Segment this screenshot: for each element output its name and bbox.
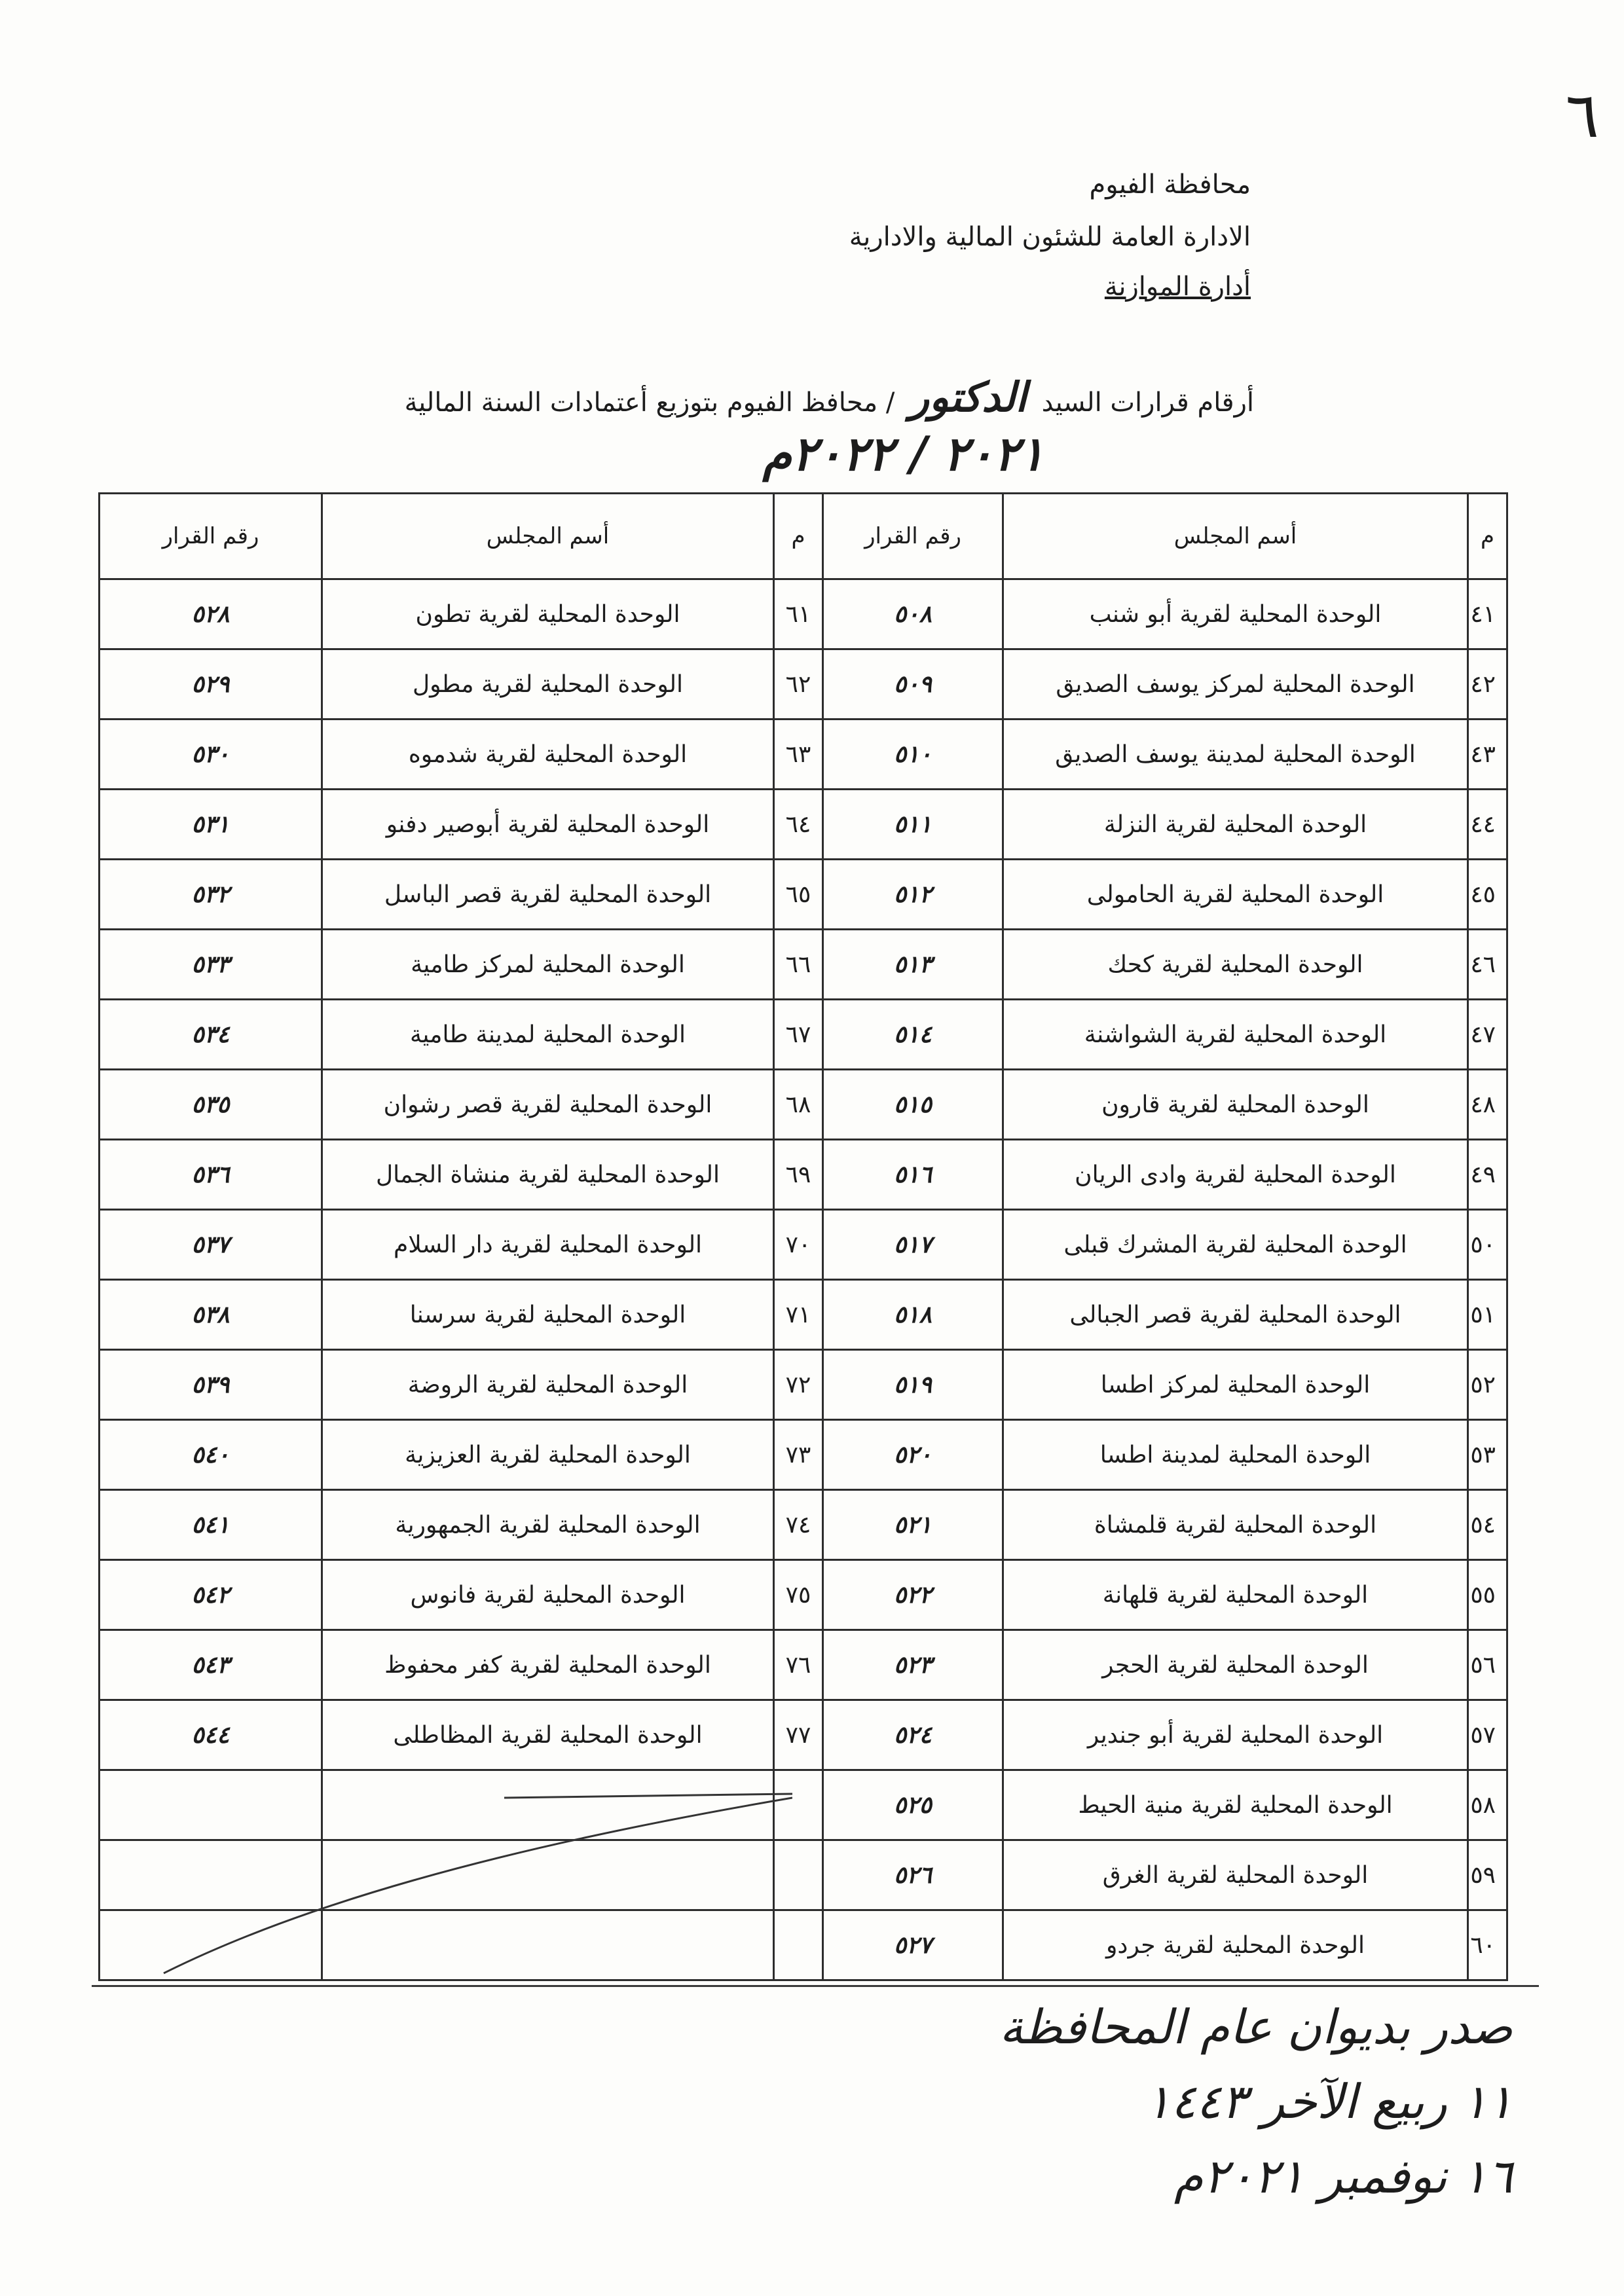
decision-number: ٥١٧ <box>823 1210 1003 1280</box>
header-council: أسم المجلس <box>1003 494 1468 579</box>
decision-number: ٥٢٠ <box>823 1420 1003 1490</box>
row-num: ٥٢ <box>1468 1350 1507 1420</box>
table-row <box>100 1420 1507 1490</box>
decision-number: ٥٣١ <box>100 790 322 860</box>
table-header-row <box>100 494 1507 579</box>
decision-number: ٥٣٧ <box>100 1210 322 1280</box>
decision-number: ٥١٢ <box>823 860 1003 930</box>
council-name: الوحدة المحلية لمدينة اطسا <box>1003 1420 1468 1490</box>
row-num: ٤١ <box>1468 579 1507 649</box>
council-name: الوحدة المحلية لقرية المظاطلى <box>322 1700 774 1770</box>
decision-number: ٥١٥ <box>823 1070 1003 1140</box>
table-row <box>100 860 1507 930</box>
decision-number: ٥٢٨ <box>100 579 322 649</box>
table-row <box>100 649 1507 720</box>
table-row <box>100 1280 1507 1350</box>
row-num: ٥٥ <box>1468 1560 1507 1630</box>
decisions-table <box>98 492 1508 1981</box>
decision-number: ٥٣٠ <box>100 720 322 790</box>
footer-gregorian-date: ١٦ نوفمبر ٢٠٢١م <box>1173 2148 1513 2204</box>
council-name: الوحدة المحلية لقرية قلمشاة <box>1003 1490 1468 1560</box>
section-name: أدارة الموازنة <box>1104 272 1251 302</box>
handwritten-footer <box>999 1990 1513 2214</box>
council-name: الوحدة المحلية لقرية كفر محفوظ <box>322 1630 774 1700</box>
council-name: الوحدة المحلية لقرية كحك <box>1003 930 1468 1000</box>
row-num: ٥٦ <box>1468 1630 1507 1700</box>
council-name: الوحدة المحلية لقرية العزيزية <box>322 1420 774 1490</box>
decision-number: ٥٢٩ <box>100 649 322 720</box>
title-prefix: أرقام قرارات السيد <box>1041 388 1254 418</box>
council-name: الوحدة المحلية لقرية أبو جندير <box>1003 1700 1468 1770</box>
council-name: الوحدة المحلية لقرية جردو <box>1003 1910 1468 1980</box>
decision-number: ٥٢٧ <box>823 1910 1003 1980</box>
council-name: الوحدة المحلية لقرية قارون <box>1003 1070 1468 1140</box>
council-name: الوحدة المحلية لقرية الحجر <box>1003 1630 1468 1700</box>
decision-number: ٥٢١ <box>823 1490 1003 1560</box>
table-row <box>100 1070 1507 1140</box>
row-num: ٧١ <box>774 1280 823 1350</box>
decision-number: ٥٣٢ <box>100 860 322 930</box>
council-name: الوحدة المحلية لقرية قصر الباسل <box>322 860 774 930</box>
council-name: الوحدة المحلية لقرية قلهانة <box>1003 1560 1468 1630</box>
decision-number: ٥٢٦ <box>823 1840 1003 1910</box>
row-num: ٤٢ <box>1468 649 1507 720</box>
header-decision: رقم القرار <box>100 494 322 579</box>
table-row <box>100 1210 1507 1280</box>
row-num: ٤٤ <box>1468 790 1507 860</box>
row-num: ٥٠ <box>1468 1210 1507 1280</box>
header-decision: رقم القرار <box>823 494 1003 579</box>
decision-number: ٥٣٨ <box>100 1280 322 1350</box>
row-num: ٧٧ <box>774 1700 823 1770</box>
council-name: الوحدة المحلية لقرية الروضة <box>322 1350 774 1420</box>
row-num: ٧٦ <box>774 1630 823 1700</box>
row-num: ٤٥ <box>1468 860 1507 930</box>
council-name: الوحدة المحلية لقرية سرسنا <box>322 1280 774 1350</box>
row-num: ٥٤ <box>1468 1490 1507 1560</box>
council-name: الوحدة المحلية لقرية دار السلام <box>322 1210 774 1280</box>
decision-number: ٥١١ <box>823 790 1003 860</box>
decision-number: ٥١٩ <box>823 1350 1003 1420</box>
decision-number: ٥١٨ <box>823 1280 1003 1350</box>
fiscal-year: ٢٠٢١ / ٢٠٢٢م <box>762 426 1044 481</box>
table-row <box>100 930 1507 1000</box>
row-num: ٦٧ <box>774 1000 823 1070</box>
row-num: ٥٧ <box>1468 1700 1507 1770</box>
table-row <box>100 790 1507 860</box>
row-num: ٥٨ <box>1468 1770 1507 1840</box>
council-name: الوحدة المحلية لقرية الحامولى <box>1003 860 1468 930</box>
council-name: الوحدة المحلية لقرية النزلة <box>1003 790 1468 860</box>
decision-number: ٥٣٤ <box>100 1000 322 1070</box>
row-num: ٦٣ <box>774 720 823 790</box>
footer-divider <box>92 1985 1539 1987</box>
header-num: م <box>1468 494 1507 579</box>
decision-number: ٥٤٢ <box>100 1560 322 1630</box>
row-num: ٤٩ <box>1468 1140 1507 1210</box>
row-num: ٦٥ <box>774 860 823 930</box>
row-num: ٧٠ <box>774 1210 823 1280</box>
decision-number: ٥١٤ <box>823 1000 1003 1070</box>
council-name: الوحدة المحلية لقرية أبوصير دفنو <box>322 790 774 860</box>
row-num: ٦٢ <box>774 649 823 720</box>
council-name: الوحدة المحلية لمركز اطسا <box>1003 1350 1468 1420</box>
table-row <box>100 1490 1507 1560</box>
council-name: الوحدة المحلية لقرية منشاة الجمال <box>322 1140 774 1210</box>
council-name: الوحدة المحلية لقرية مطول <box>322 649 774 720</box>
council-name: الوحدة المحلية لمركز يوسف الصديق <box>1003 649 1468 720</box>
decision-number: ٥١٣ <box>823 930 1003 1000</box>
council-name: الوحدة المحلية لقرية وادى الريان <box>1003 1140 1468 1210</box>
row-num: ٦٦ <box>774 930 823 1000</box>
council-name: الوحدة المحلية لقرية منية الحيط <box>1003 1770 1468 1840</box>
decision-number: ٥٤٠ <box>100 1420 322 1490</box>
table-row <box>100 1630 1507 1700</box>
council-name: الوحدة المحلية لمدينة يوسف الصديق <box>1003 720 1468 790</box>
table-row <box>100 720 1507 790</box>
table-row <box>100 579 1507 649</box>
decision-number: ٥٢٢ <box>823 1560 1003 1630</box>
table-row <box>100 1350 1507 1420</box>
department-name: الادارة العامة للشئون المالية والادارية <box>849 222 1251 252</box>
decision-number: ٥٠٨ <box>823 579 1003 649</box>
row-num: ٤٦ <box>1468 930 1507 1000</box>
decision-number: ٥٤٤ <box>100 1700 322 1770</box>
decision-number: ٥٢٥ <box>823 1770 1003 1840</box>
title-suffix: / محافظ الفيوم بتوزيع أعتمادات السنة المالية <box>404 388 895 418</box>
page-corner-mark: ٦ <box>1565 79 1599 152</box>
decision-number: ٥٠٩ <box>823 649 1003 720</box>
row-num: ٥١ <box>1468 1280 1507 1350</box>
row-num: ٧٤ <box>774 1490 823 1560</box>
footer-hijri-date: ١١ ربيع الآخر ١٤٤٣ <box>1145 2073 1513 2129</box>
decision-number: ٥٣٣ <box>100 930 322 1000</box>
row-num: ٤٨ <box>1468 1070 1507 1140</box>
decision-number: ٥١٠ <box>823 720 1003 790</box>
cancel-line-mark <box>98 1770 792 1977</box>
council-name: الوحدة المحلية لقرية الغرق <box>1003 1840 1468 1910</box>
handwritten-title-word: الدكتور <box>910 373 1027 421</box>
decision-number: ٥٤٣ <box>100 1630 322 1700</box>
decision-number: ٥٢٤ <box>823 1700 1003 1770</box>
council-name: الوحدة المحلية لقرية قصر الجبالى <box>1003 1280 1468 1350</box>
council-name: الوحدة المحلية لقرية شدموه <box>322 720 774 790</box>
row-num: ٦٩ <box>774 1140 823 1210</box>
header-council: أسم المجلس <box>322 494 774 579</box>
table-row <box>100 1000 1507 1070</box>
row-num: ٧٥ <box>774 1560 823 1630</box>
council-name: الوحدة المحلية لقرية فانوس <box>322 1560 774 1630</box>
decision-number: ٥٣٦ <box>100 1140 322 1210</box>
header-num: م <box>774 494 823 579</box>
decision-number: ٥٣٥ <box>100 1070 322 1140</box>
council-name: الوحدة المحلية لقرية تطون <box>322 579 774 649</box>
row-num: ٦٤ <box>774 790 823 860</box>
row-num: ٤٣ <box>1468 720 1507 790</box>
row-num: ٤٧ <box>1468 1000 1507 1070</box>
row-num: ٦٠ <box>1468 1910 1507 1980</box>
document-title <box>405 373 1254 421</box>
row-num: ٧٣ <box>774 1420 823 1490</box>
row-num: ٥٣ <box>1468 1420 1507 1490</box>
decision-number: ٥٢٣ <box>823 1630 1003 1700</box>
row-num: ٧٢ <box>774 1350 823 1420</box>
table-row <box>100 1560 1507 1630</box>
council-name: الوحدة المحلية لمركز طامية <box>322 930 774 1000</box>
council-name: الوحدة المحلية لقرية الجمهورية <box>322 1490 774 1560</box>
decision-number: ٥٤١ <box>100 1490 322 1560</box>
council-name: الوحدة المحلية لقرية أبو شنب <box>1003 579 1468 649</box>
row-num: ٥٩ <box>1468 1840 1507 1910</box>
council-name: الوحدة المحلية لقرية الشواشنة <box>1003 1000 1468 1070</box>
row-num: ٦٨ <box>774 1070 823 1140</box>
decision-number: ٥١٦ <box>823 1140 1003 1210</box>
council-name: الوحدة المحلية لقرية قصر رشوان <box>322 1070 774 1140</box>
letterhead <box>849 172 1251 300</box>
footer-issued-at: صدر بديوان عام المحافظة <box>999 1999 1513 2054</box>
council-name: الوحدة المحلية لمدينة طامية <box>322 1000 774 1070</box>
governorate-name: محافظة الفيوم <box>1089 170 1251 200</box>
table-row <box>100 1140 1507 1210</box>
council-name: الوحدة المحلية لقرية المشرك قبلى <box>1003 1210 1468 1280</box>
decision-number: ٥٣٩ <box>100 1350 322 1420</box>
table-row <box>100 1700 1507 1770</box>
row-num: ٦١ <box>774 579 823 649</box>
